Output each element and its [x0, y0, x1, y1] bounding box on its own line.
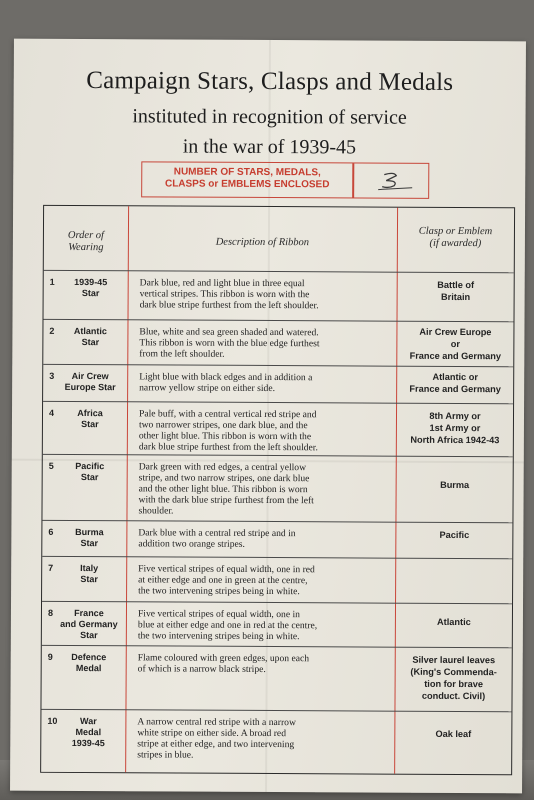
table-row	[44, 270, 514, 322]
header-clasp-line-1: Clasp or Emblem	[418, 225, 493, 238]
table-row	[43, 319, 513, 367]
ribbon-description-line: the two intervening stripes being in white.	[138, 585, 300, 598]
medal-name-line: France	[74, 607, 104, 619]
order-number: 3	[49, 370, 55, 381]
medal-name	[58, 563, 120, 585]
ribbon-description-line: stripe, and two narrow stripes, one dark blue	[138, 472, 310, 485]
table-row	[42, 520, 512, 559]
clasp-emblem-line: France and Germany	[409, 383, 501, 395]
medal-name-line: Atlantic	[73, 325, 107, 337]
clasp-emblem-line: North Africa 1942-43	[410, 434, 500, 446]
document-sheet	[10, 39, 526, 794]
ribbon-description-line: Blue, white and sea green shaded and watered.	[139, 326, 319, 339]
medal-name-line: 1939-45	[74, 276, 108, 288]
table-header-row	[44, 206, 514, 272]
header-order-line-2: Wearing	[68, 241, 104, 254]
document-subtitle: instituted in recognition of service	[132, 105, 407, 129]
medal-name	[59, 461, 121, 483]
clasp-emblem-cell	[399, 371, 511, 396]
enclosure-stamp-box	[141, 161, 429, 199]
ribbon-description-line: stripe at either edge, and two intervening	[137, 738, 295, 751]
header-clasp-or-emblem	[397, 226, 514, 251]
ribbon-description-cell	[139, 371, 391, 394]
medal-name-line: Star	[80, 472, 99, 483]
ribbon-description-line: Pale buff, with a central vertical red stripe and	[138, 408, 317, 421]
table-row	[43, 401, 513, 457]
medal-name	[58, 527, 120, 549]
ribbon-description-line: at either edge and one in green at the centre,	[138, 574, 308, 587]
medal-name	[60, 277, 122, 299]
clasp-emblem-line: Atlantic or	[432, 371, 478, 383]
ribbon-description-line: addition two orange stripes.	[138, 538, 245, 550]
ribbon-description-line: other light blue. This ribbon is worn with the	[138, 430, 312, 443]
medal-name-line: Star	[81, 337, 100, 348]
ribbon-description-line: This ribbon is worn with the blue edge furthest	[139, 337, 320, 350]
ribbon-description-cell	[138, 608, 390, 642]
ribbon-description-cell	[138, 563, 390, 597]
medals-table	[40, 205, 515, 775]
order-number: 5	[48, 460, 54, 471]
medal-name-line: Burma	[75, 526, 104, 538]
order-number: 7	[48, 562, 54, 573]
clasp-emblem-cell	[398, 616, 510, 629]
ribbon-description-line: of which is a narrow black stripe.	[137, 663, 266, 675]
header-description: Description of Ribbon	[215, 236, 310, 249]
ribbon-description-line: Five vertical stripes of equal width, one in	[137, 608, 300, 621]
clasp-emblem-line: Atlantic	[437, 616, 471, 628]
order-number: 6	[48, 526, 54, 537]
table-row	[43, 364, 513, 404]
medal-name	[59, 408, 121, 430]
ribbon-description-line: from the left shoulder.	[139, 348, 225, 360]
clasp-emblem-line: or	[450, 338, 460, 350]
ribbon-description-line: Dark blue, red and light blue in three equal	[139, 277, 305, 290]
ribbon-description-cell	[137, 716, 389, 761]
clasp-emblem-line: France and Germany	[409, 350, 502, 362]
medal-name-line: 1939-45	[71, 737, 105, 749]
table-row	[42, 454, 512, 523]
medal-name	[59, 371, 121, 393]
ribbon-description-cell	[138, 652, 390, 675]
ribbon-description-cell	[138, 527, 390, 550]
clasp-emblem-line: Britain	[441, 291, 471, 303]
clasp-emblem-line: Burma	[440, 479, 470, 491]
medal-name-line: and Germany	[60, 618, 118, 630]
ribbon-description-line: with the dark blue stripe furthest from the left	[138, 494, 314, 507]
ribbon-description-line: dark blue stripe furthest from the left shoulder.	[139, 299, 319, 312]
medal-name-line: Star	[80, 574, 98, 585]
document-title: Campaign Stars, Clasps and Medals	[86, 67, 454, 96]
order-number: 2	[49, 325, 55, 336]
stamp-divider	[352, 163, 354, 197]
ribbon-description-line: narrow yellow stripe on either side.	[139, 382, 276, 395]
ribbon-description-line: Dark green with red edges, a central yellow	[138, 461, 307, 474]
clasp-emblem-line: Pacific	[439, 529, 470, 541]
clasp-emblem-cell	[399, 410, 511, 447]
ribbon-description-line: Light blue with black edges and in addition a	[139, 371, 313, 384]
stamp-label-line-2: CLASPS or EMBLEMS ENCLOSED	[164, 178, 330, 191]
stamp-label	[144, 166, 350, 191]
medal-name-line: Air Crew	[71, 370, 109, 382]
ribbon-description-line: the two intervening stripes being in white.	[137, 630, 300, 643]
medal-name-line: War	[80, 716, 97, 727]
ribbon-description-cell	[140, 277, 392, 311]
clasp-emblem-line: 1st Army or	[429, 422, 481, 434]
header-order-line-1: Order of	[67, 229, 105, 242]
medal-name-line: Europe Star	[64, 381, 116, 393]
table-row	[41, 645, 511, 712]
medal-name-line: Star	[80, 630, 98, 641]
clasp-emblem-line: Air Crew Europe	[419, 326, 492, 338]
medal-name	[59, 326, 121, 348]
clasp-emblem-line: Oak leaf	[435, 728, 472, 740]
clasp-emblem-line: Battle of	[437, 279, 475, 291]
medal-name-line: Star	[81, 419, 99, 430]
clasp-emblem-cell	[400, 279, 512, 304]
clasp-emblem-cell	[399, 479, 511, 492]
medal-name-line: Medal	[75, 662, 102, 674]
clasp-emblem-cell	[398, 565, 510, 566]
ribbon-description-line: vertical stripes. This ribbon is worn with the	[139, 288, 310, 301]
order-number: 8	[47, 607, 54, 618]
medal-name-line: Africa	[77, 408, 103, 419]
table-row	[41, 709, 511, 775]
header-order-of-wearing	[44, 230, 128, 254]
ribbon-description-line: shoulder.	[138, 505, 174, 517]
clasp-emblem-line: 8th Army or	[429, 410, 481, 422]
order-number: 9	[47, 651, 53, 662]
medal-name	[57, 716, 119, 749]
medal-name-line: Pacific	[75, 460, 105, 472]
ribbon-description-line: Five vertical stripes of equal width, one in red	[138, 563, 315, 576]
ribbon-description-line: stripes in blue.	[137, 749, 194, 761]
clasp-emblem-cell	[399, 326, 511, 363]
medal-name	[58, 652, 120, 674]
clasp-emblem-line: tion for brave	[424, 678, 483, 690]
clasp-emblem-line: (King's Commenda-	[410, 666, 497, 678]
ribbon-description-cell	[139, 326, 391, 360]
order-number: 1	[49, 276, 55, 287]
handwritten-count-mark	[376, 170, 416, 194]
medal-name	[58, 608, 120, 641]
ribbon-description-line: two narrower stripes, one dark blue, and the	[138, 419, 308, 432]
ribbon-description-cell	[139, 408, 391, 453]
medal-name-line: Star	[81, 288, 100, 299]
order-number: 10	[47, 715, 58, 726]
ribbon-description-cell	[138, 461, 390, 517]
medal-name-line: Italy	[80, 563, 99, 574]
clasp-emblem-line: conduct. Civil)	[421, 690, 486, 702]
medal-name-line: Defence	[71, 651, 107, 663]
table-row	[42, 601, 512, 648]
document-subtitle-war: in the war of 1939-45	[182, 135, 357, 159]
ribbon-description-line: A narrow central red stripe with a narrow	[137, 716, 296, 729]
medal-name-line: Star	[80, 538, 99, 549]
ribbon-description-line: blue at either edge and one in red at the centre,	[137, 619, 318, 632]
clasp-emblem-cell	[398, 529, 510, 542]
stamp-label-line-1: NUMBER OF STARS, MEDALS,	[173, 166, 321, 179]
ribbon-description-line: dark blue stripe furthest from the left shoulder.	[138, 441, 318, 454]
order-number: 4	[48, 407, 55, 418]
clasp-emblem-cell	[397, 728, 509, 741]
clasp-emblem-cell	[398, 654, 510, 703]
ribbon-description-line: and the other light blue. This ribbon is worn	[138, 483, 308, 496]
medal-name-line: Medal	[75, 726, 102, 738]
ribbon-description-line: Dark blue with a central red stripe and in	[138, 527, 296, 540]
ribbon-description-line: Flame coloured with green edges, upon each	[137, 652, 310, 665]
clasp-emblem-line: Silver laurel leaves	[412, 654, 496, 666]
ribbon-description-line: white stripe on either side. A broad red	[137, 727, 287, 740]
table-row	[42, 556, 512, 604]
header-clasp-line-2: (if awarded)	[429, 237, 482, 250]
